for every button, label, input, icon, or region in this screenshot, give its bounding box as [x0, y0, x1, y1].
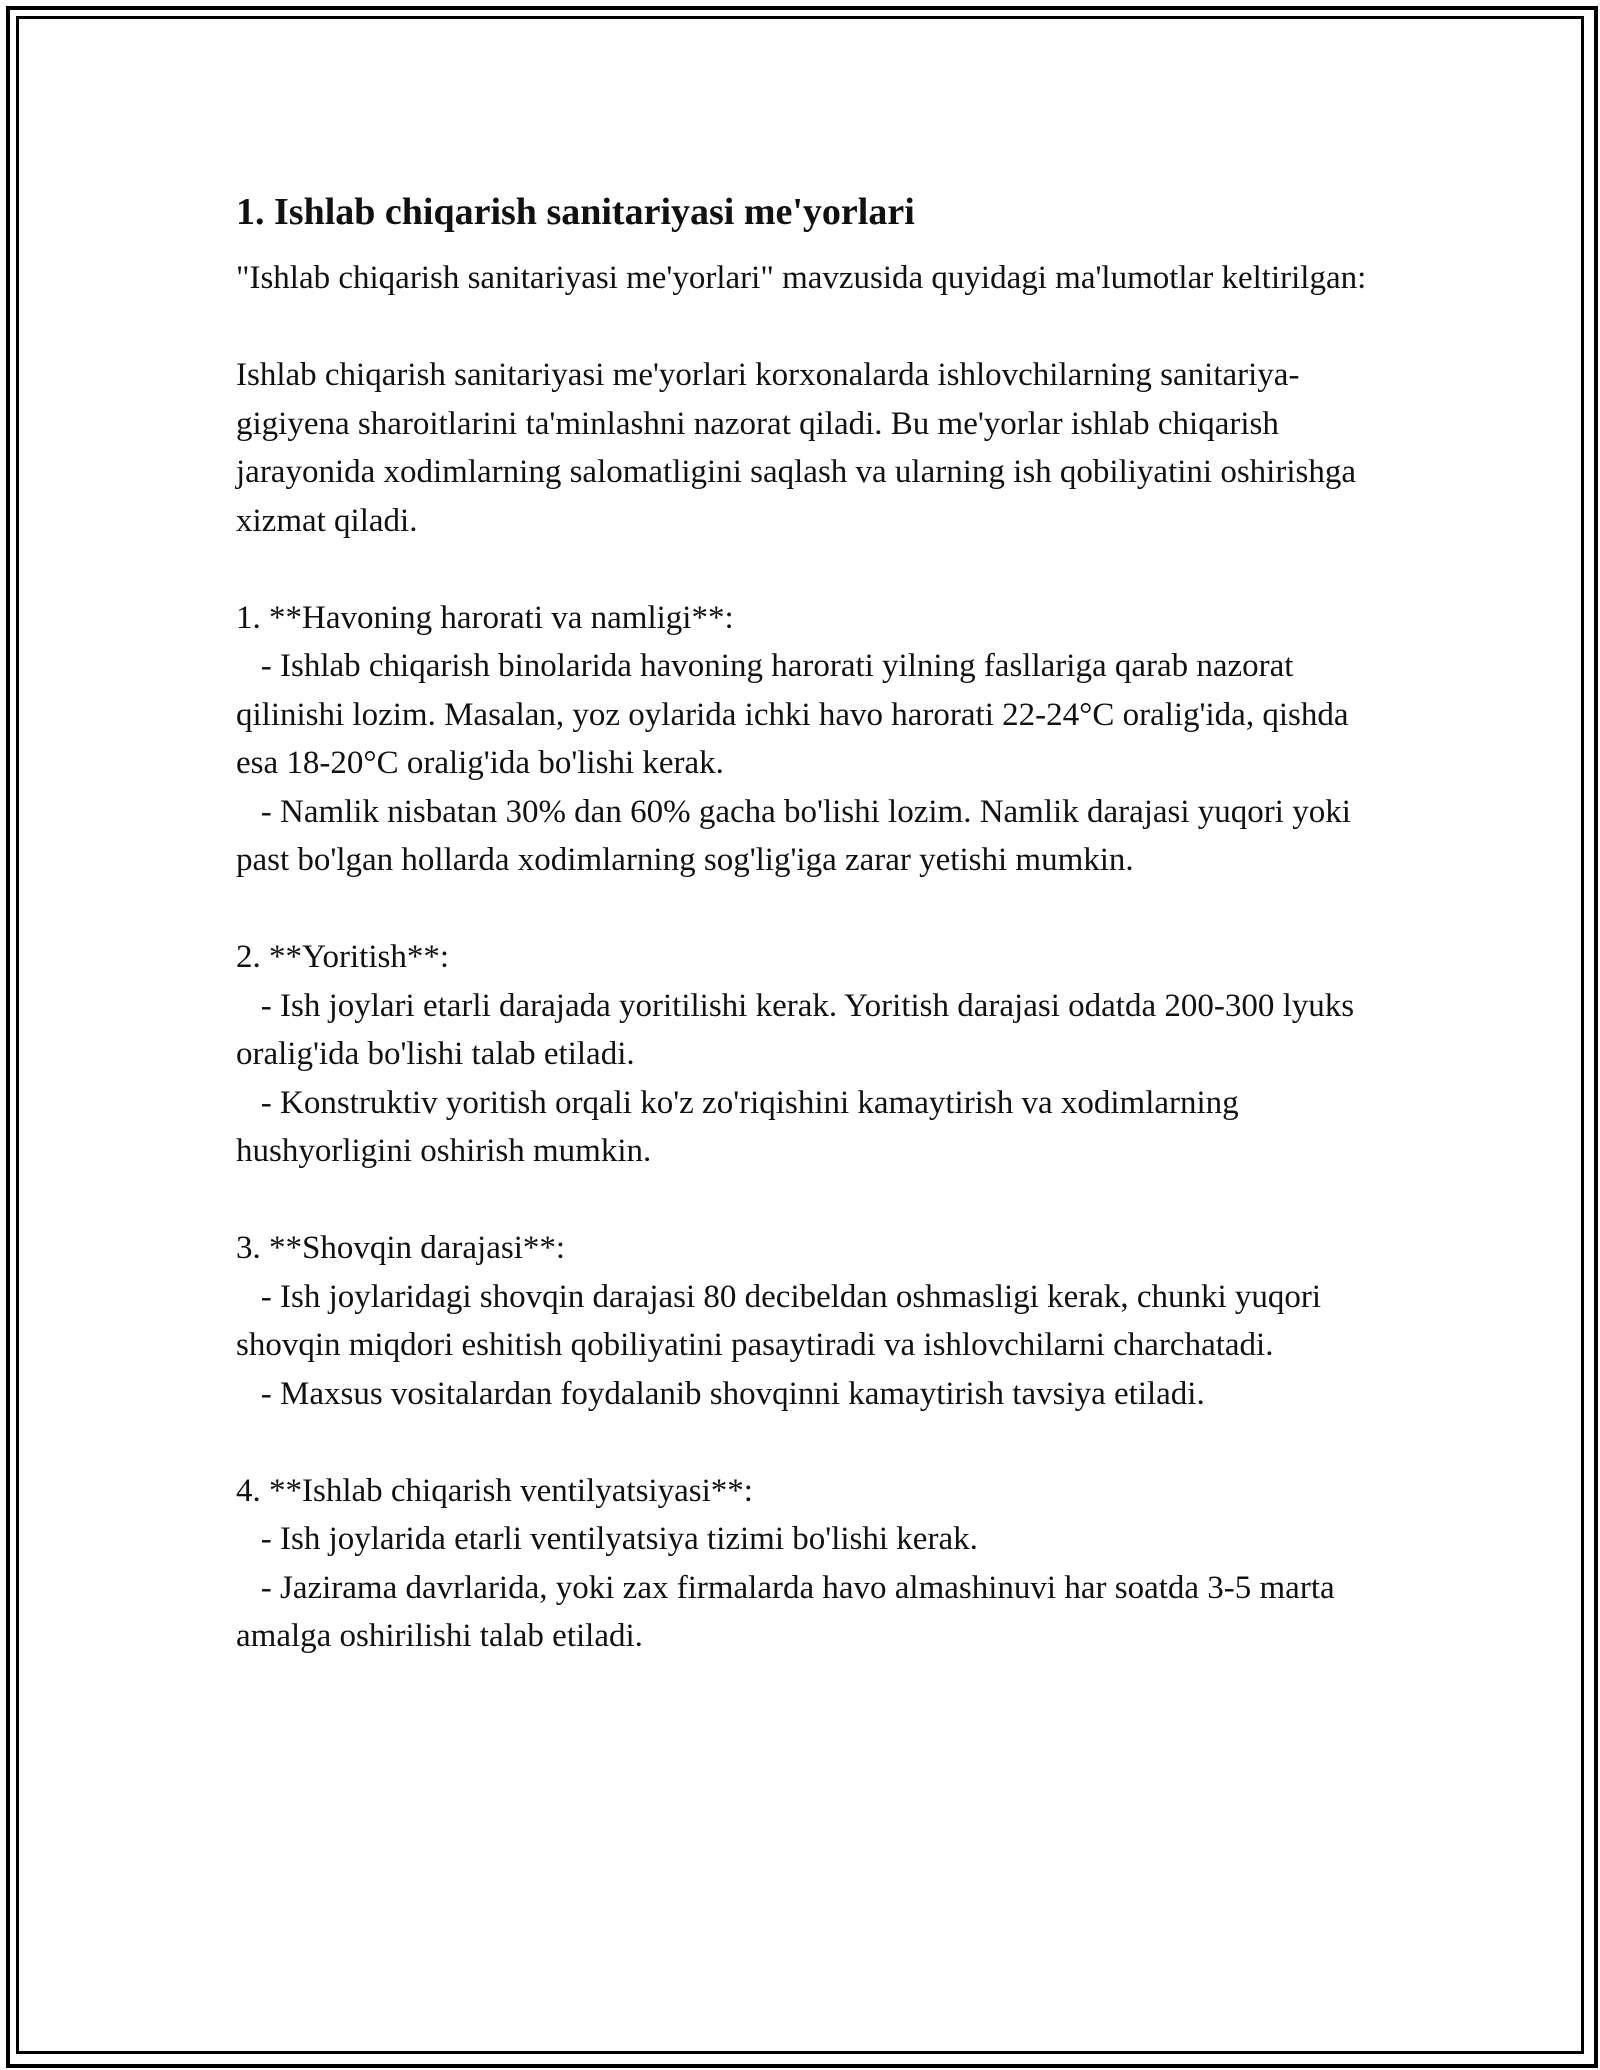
- paragraph-gap: [236, 545, 1386, 594]
- section-lighting: [236, 933, 1386, 1176]
- section-item: - Namlik nisbatan 30% dan 60% gacha bo'lishi lozim. Namlik darajasi yuqori yoki past bo'lgan hollarda xodimlarning sog'lig'iga zarar yetishi mumkin.: [236, 793, 1360, 878]
- paragraph-gap: [236, 1418, 1386, 1467]
- section-heading: 2. **Yoritish**:: [236, 939, 450, 975]
- section-item: - Jazirama davrlarida, yoki zax firmalarda havo almashinuvi har soatda 3-5 marta amalga oshirilishi talab etiladi.: [236, 1569, 1343, 1654]
- section-ventilation: [236, 1467, 1386, 1661]
- section-item: - Ish joylarida etarli ventilyatsiya tizimi bo'lishi kerak.: [236, 1521, 978, 1557]
- overview-paragraph: Ishlab chiqarish sanitariyasi me'yorlari korxonalarda ishlovchilarning sanitariya-gigiyena sharoitlarini ta'minlashni nazorat qiladi. Bu me'yorlar ishlab chiqarish jarayonida xodimlarning salomatligini saqlash va ularning ish qobiliyatini oshirishga xizmat qiladi.: [236, 357, 1365, 539]
- section-item: - Ish joylaridagi shovqin darajasi 80 decibeldan oshmasligi kerak, chunki yuqori shovqin miqdori eshitish qobiliyatini pasaytiradi va ishlovchilarni charchatadi.: [236, 1278, 1330, 1363]
- section-heading: 3. **Shovqin darajasi**:: [236, 1230, 566, 1266]
- section-item: - Maxsus vositalardan foydalanib shovqinni kamaytirish tavsiya etiladi.: [236, 1375, 1205, 1412]
- section-heading: 4. **Ishlab chiqarish ventilyatsiyasi**:: [236, 1472, 753, 1509]
- document-body: [236, 186, 1386, 1661]
- section-temperature-humidity: [236, 594, 1386, 885]
- page-title: 1. Ishlab chiqarish sanitariyasi me'yorlari: [236, 191, 915, 233]
- section-heading: 1. **Havoning harorati va namligi**:: [236, 599, 734, 636]
- section-item: - Ishlab chiqarish binolarida havoning harorati yilning fasllariga qarab nazorat qilinishi lozim. Masalan, yoz oylarida ichki havo harorati 22-24°C oralig'ida, qishda esa 18-20°C oralig'ida bo'lishi kerak.: [236, 648, 1357, 781]
- paragraph-gap: [236, 1176, 1386, 1225]
- intro-paragraph: "Ishlab chiqarish sanitariyasi me'yorlari" mavzusida quyidagi ma'lumotlar keltirilgan:: [236, 260, 1367, 296]
- section-item: - Ish joylari etarli darajada yoritilishi kerak. Yoritish darajasi odatda 200-300 lyuks oralig'ida bo'lishi talab etiladi.: [236, 987, 1363, 1072]
- paragraph-gap: [236, 303, 1386, 352]
- paragraph-gap: [236, 885, 1386, 934]
- section-noise-level: [236, 1224, 1386, 1418]
- section-item: - Konstruktiv yoritish orqali ko'z zo'riqishini kamaytirish va xodimlarning hushyorligini oshirish mumkin.: [236, 1084, 1247, 1169]
